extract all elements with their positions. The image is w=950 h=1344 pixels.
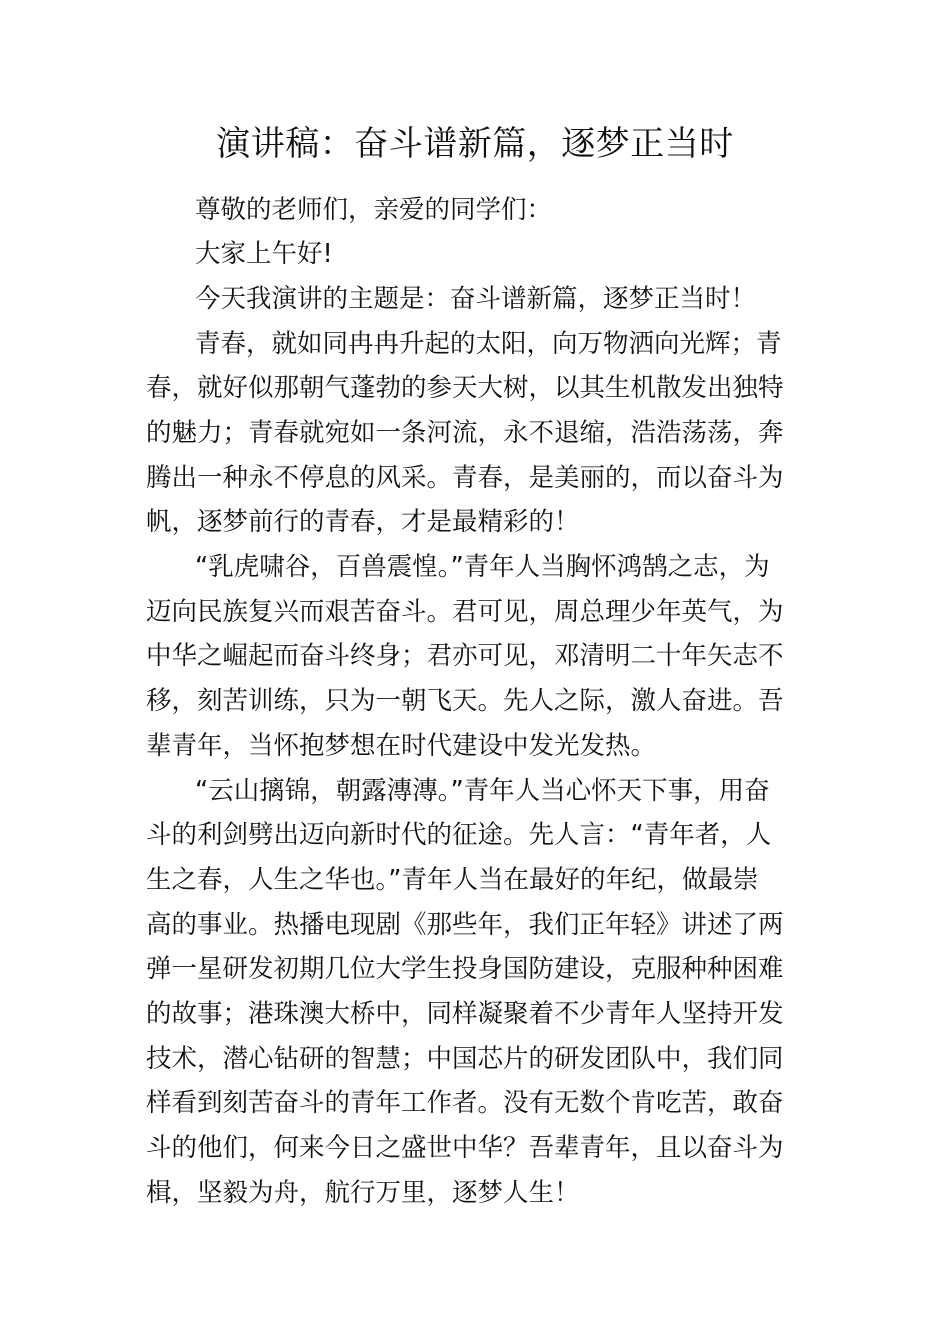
paragraph-line: 样看到刻苦奋斗的青年工作者。没有无数个肯吃苦，敢奋: [146, 1088, 784, 1118]
paragraph-line: “云山摛锦，朝露漙漙。”青年人当心怀天下事，用奋: [195, 776, 770, 806]
paragraph-line: 弹一星研发初期几位大学生投身国防建设，克服种种困难: [146, 954, 784, 984]
paragraph-line: 的魅力；青春就宛如一条河流，永不退缩，浩浩荡荡，奔: [146, 418, 784, 448]
paragraph-line: 今天我演讲的主题是：奋斗谱新篇，逐梦正当时！: [195, 284, 757, 314]
paragraph-line: 生之春，人生之华也。”青年人当在最好的年纪，做最崇: [146, 865, 759, 895]
paragraph-line: 斗的利剑劈出迈向新时代的征途。先人言：“青年者，人: [146, 820, 772, 850]
paragraph-line: 腾出一种永不停息的风采。青春，是美丽的，而以奋斗为: [146, 463, 784, 493]
paragraph-line: 春，就好似那朝气蓬勃的参天大树，以其生机散发出独特: [146, 373, 784, 403]
paragraph-line: 斗的他们，何来今日之盛世中华？吾辈青年，且以奋斗为: [146, 1133, 784, 1163]
paragraph-line: 帆，逐梦前行的青春，才是最精彩的！: [146, 507, 580, 537]
paragraph-line: 青春，就如同冉冉升起的太阳，向万物洒向光辉；青: [195, 329, 782, 359]
paragraph-line: “乳虎啸谷，百兽震惶。”青年人当胸怀鸿鹄之志，为: [195, 552, 770, 582]
page-title: 演讲稿：奋斗谱新篇，逐梦正当时: [216, 124, 734, 164]
paragraph-line: 楫，坚毅为舟，航行万里，逐梦人生！: [146, 1178, 580, 1208]
paragraph-line: 尊敬的老师们，亲爱的同学们：: [195, 195, 553, 225]
paragraph-line: 移，刻苦训练，只为一朝飞天。先人之际，激人奋进。吾: [146, 686, 784, 716]
paragraph-line: 的故事；港珠澳大桥中，同样凝聚着不少青年人坚持开发: [146, 999, 784, 1029]
paragraph-line: 中华之崛起而奋斗终身；君亦可见，邓清明二十年矢志不: [146, 641, 784, 671]
paragraph-line: 辈青年，当怀抱梦想在时代建设中发光发热。: [146, 731, 657, 761]
paragraph-line: 高的事业。热播电现剧《那些年，我们正年轻》讲述了两: [146, 910, 784, 940]
paragraph-line: 技术，潜心钻研的智慧；中国芯片的研发团队中，我们同: [146, 1044, 784, 1074]
paragraph-line: 迈向民族复兴而艰苦奋斗。君可见，周总理少年英气，为: [146, 597, 784, 627]
paragraph-line: 大家上午好!: [195, 239, 333, 269]
